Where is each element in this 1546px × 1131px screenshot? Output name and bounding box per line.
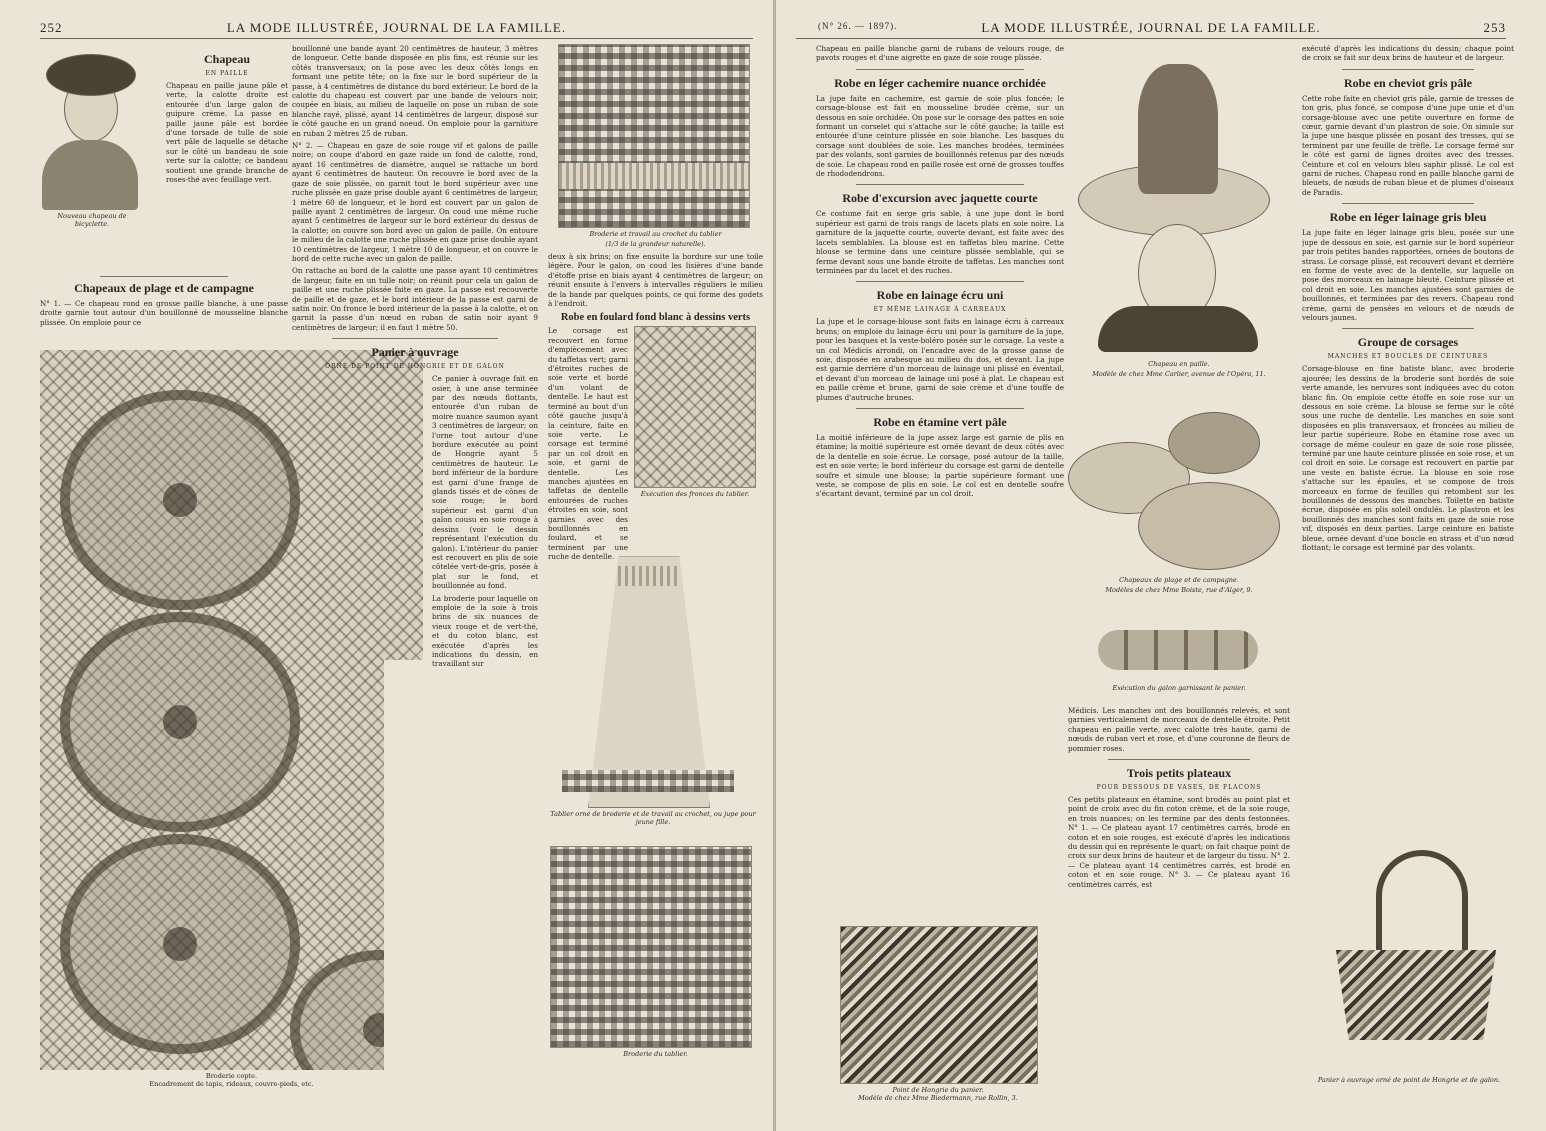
left-col1-top — [40, 48, 288, 348]
article-body: deux à six brins; on fixe ensuite la bordure sur une toile légère. Pour le galon, on coud les lisières d'une bande d'étoffe prise en biais ayant 4 centimètres de largeur; on réunit ensuite à l'envers à intervalles réguliers le milieu de la bande par quelques points, ce qui forme des godets à l'endroit. — [548, 252, 763, 309]
article-body: Ce costume fait en serge gris sable, à une jupe dont le bord supérieur est garni de trois rangs de lacets plats en soie noire. La garniture de la jaquette courte, ouverte devant, est faite avec des lacets semblables. La blouse est en taffetas bleu marine. Cette blouse se termine dans une ceinture plissée semblable, qui se ferme devant sous une bande étroite de taffetas. Les manches sont terminées par du lacet et des ruches. — [816, 209, 1064, 275]
foulard-block — [548, 326, 763, 562]
article-heading: Trois petits plateaux — [1126, 766, 1232, 781]
article-subheading: ET MÊME LAINAGE À CARREAUX — [873, 306, 1007, 314]
section-divider — [1342, 203, 1474, 204]
article-heading: Panier à ouvrage — [371, 345, 459, 360]
right-col3 — [1302, 44, 1514, 834]
issue-reference: (N° 26. — 1897). — [818, 21, 898, 31]
figure-caption: Panier à ouvrage orné de point de Hongrie et de galon. — [1317, 1076, 1501, 1084]
article-body: Ces petits plateaux en étamine, sont brodés au point plat et point de croix avec du fin coton crème, et de la soie rouge, en trois nuances; on les termine par des dents festonnées. N° 1. — Ce plateau ayant 17 centimètres carrés, brodé en coton et en soie rouges, est exécuté d'après les indications du dessin qui en représente le quart; on fait chaque point de croix sur deux brins de hauteur et de largeur du tissu. N° 2. — Ce plateau ayant 14 centimètres carrés, est brodé en coton et en soie rouge. N° 3. — Ce plateau ayant 16 centimètres carrés, est — [1068, 795, 1290, 889]
article-body: N° 2. — Chapeau en gaze de soie rouge vif et galons de paille noire; on coupe d'abord en gaze raide un fond de calotte, rond, ayant 16 centimètres de diamètre, auquel se rattache un bord ayant 6 centimètres de hauteur. On recouvre le bord avec de la gaze de soie plissée, on garnit tout le bord supérieur avec une ruche plissée en gaze prise double ayant 6 centimètres de largeur, 1 mètre 60 de longueur, et le bord est couvert par un galon de paille ayant 2 centimètres de largeur. On coud une même ruche ayant 5 centimètres de largeur sur le bord extérieur du dessus de la calotte; on couvre son bord avec un galon de paille. On entoure le milieu de la calotte une ruche plissée en gaze prise double ayant 10 centimètres de largeur, 1 mètre 10 de longueur, et on couvre le bord de cette ruche avec un galon de paille. — [292, 141, 538, 263]
figure-caption: Broderie copte. — [205, 1072, 258, 1080]
article-body: Corsage-blouse en fine batiste blanc, avec broderie ajourée; les dessins de la broderie sont bordés de soie verte amande, les nervures sont indiquées avec du coton blanc fin. On emploie cette étoffe en soie rose sur un dessous en soie crème. La blouse se ferme sur le côté sous une ruche de dentelle. Les manches en soie sont disposées en plis transversaux, et froncées au milieu de leur partie supérieure. Robe en étamine rose avec un corsage de même couleur en gaze de soie rose plissée, terminé par une haute ceinture plissée en soie rose, et un col droit en soie. Le corsage est recouvert en partie par une veste en batiste écrue. La blouse en soie rose s'attache sur les épaules, et se compose de trois morceaux en forme de feuilles qui retombent sur les bouillonnés de dessous des manches. Toilette en batiste écrue, disposée en plis soleil ondulés. Le plastron et les bouillonnés des manches sont faits en gaze de soie rose vif, disposés en deux parties. Large ceinture en batiste bleue, ornée devant d'une boucle en strass et d'un nœud flottant; le corsage est terminé par des volants. — [1302, 364, 1514, 553]
chapeau-article — [166, 48, 288, 187]
figure-caption: Broderie du tablier. — [623, 1050, 688, 1059]
figure-caption: Tablier orné de broderie et de travail au crochet, ou jupe pour jeune fille. — [550, 810, 756, 827]
left-page-header — [40, 20, 753, 39]
article-body: Chapeau en paille jaune pâle et verte, la calotte droite est entourée d'un large galon de guipure crème. La passe en paille jaune pâle est bordée d'une torsade de tulle de soie vert pâle de laquelle se détache sur le côté un bandeau de soie verte sur la calotte; ce bandeau soutient une grande branche de roses-thé avec feuillage vert. — [166, 81, 288, 185]
right-page-header — [796, 20, 1506, 39]
article-body: bouillonné une bande ayant 20 centimètres de hauteur, 3 mètres de longueur. Cette bande disposée en plis fins, est réunie sur les côtés transversaux; on la pose avec les deux côtés longs en formant une petite tête; on la fixe sur le bord supérieur de la passe, à 4 centimètres de distance du bord extérieur. Le bord de la calotte du chapeau est couvert par une bande de velours noir, coupée en biais, au milieu de laquelle on pose un ruban de soie blanche rayé, plissé, ayant 14 centimètres de largeur, disposé sur le côté gauche en un grand noeud. On emploie pour la garniture en ruban 2 mètres 25 de ruban. — [292, 44, 538, 138]
hongrie-caption — [826, 1086, 1050, 1102]
article-heading: Chapeau — [203, 52, 250, 66]
article-body: On rattache au bord de la calotte une passe ayant 10 centimètres de largeur, faite en un tulle noir; on réunit pour cela un galon de paille et une ruche plissée faite en gaze. La passe est recouverte de paille et de gaze, et le bord intérieur de la passe est garni de satin noir. On fronce le bord intérieur de la passe à la calotte, et on garnit la passe d'un nœud en ruban de satin noir ayant 9 centimètres de largeur; il en faut 1 mètre 50. — [292, 266, 538, 332]
plage-section — [40, 276, 288, 330]
figure-caption: Chapeaux de plage et de campagne. — [1119, 576, 1239, 584]
section-divider — [856, 408, 1024, 409]
figure-subcaption: Modèles de chez Mme Boiste, rue d'Alger, 9. — [1105, 586, 1253, 594]
article-body: La jupe et le corsage-blouse sont faits en lainage écru à carreaux bruns; on emploie du lainage écru uni pour la garniture de la jupe, pour les basques et la veste-boléro posée sur le corsage. La veste a un col Médicis arrondi, on l'encadre avec de la grosse ganse de soie, disposée en arabesque au milieu du dos, et devant. La jupe est garnie derrière d'un morceau de lainage uni plissé en éventail, et devant d'un morceau de lainage uni posé à plat. Le chapeau est en paille crème et brune, garni de soie crème et d'une touffe de plumes d'autruche brunes. — [816, 317, 1064, 402]
page-number: 253 — [1483, 20, 1506, 35]
article-body: La jupe faite en cachemire, est garnie de soie plus foncée; le corsage-blouse est fait en mousseline brodée crème, sur un dessous en soie orchidée. On pose sur le corsage des pattes en soie formant un corselet qui s'attache sur le côté gauche; la taille est entourée d'une ceinture plissée en soie blanche. Les basques du corsage sont doublées de soie. Les manches brodées, terminées par des volants, sont garnies de bouillonnés retenus par des nœuds de soie. Le chapeau rond en paille rosée est orné de grosses touffes de rhododendrons. — [816, 93, 1064, 179]
figure-caption: Nouveau chapeau de bicyclette. — [57, 212, 127, 228]
figure-caption: Exécution des fronces du tablier. — [640, 490, 750, 499]
section-divider — [1342, 69, 1474, 70]
section-divider — [856, 281, 1024, 282]
section-divider — [100, 276, 228, 277]
embroidery-motif — [60, 612, 300, 832]
section-divider — [1108, 759, 1250, 760]
hat-illustration — [46, 54, 136, 96]
figure-subcaption: (1/3 de la grandeur naturelle). — [605, 240, 706, 248]
apron-figure — [548, 556, 763, 846]
ribbon-bow-illustration — [1168, 412, 1260, 474]
figure-caption: Exécution du galon garnissant le panier. — [1112, 684, 1246, 692]
section-heading: Chapeaux de plage et de campagne — [74, 281, 254, 295]
page-number: 252 — [40, 20, 63, 35]
embroidery-motif — [60, 390, 300, 610]
right-col2 — [1068, 44, 1290, 1108]
article-heading: Robe en cheviot gris pâle — [1344, 75, 1472, 90]
left-col3 — [548, 44, 763, 1106]
work-basket-figure — [1336, 850, 1496, 1070]
article-subheading: POUR DESSOUS DE VASES, DE FLACONS — [1096, 784, 1262, 792]
article-heading: Robe en léger lainage gris bleu — [1329, 210, 1487, 225]
article-body: Ce panier à ouvrage fait en osier, à une anse terminée par des nœuds flottants, entourée d'un ruban de moire nuance saumon ayant 3 centimètres de largeur; on l'orne tout autour d'une bordure exécutée au point de Hongrie ayant 5 centimètres de hauteur. Le bord inférieur de la bordure est garni d'une frange de glands tissés et de cônes de soie rouge; le bord supérieur est garni d'un galon cousu en soie rouge à dessins (voir le dessin représentant l'exécution du galon). L'intérieur du panier est recouvert en plis de soie côtelée vert-de-gris, posée à plat sur le fond, et bouillonnée au fond. — [432, 374, 538, 591]
section-body: N° 1. — Ce chapeau rond en grosse paille blanche, à une passe droite garnie tout autour d'un bouillonné de mousseline blanche plissée. On emploie pour ce — [40, 299, 288, 327]
article-body: Cette robe faite en cheviot gris pâle, garnie de tresses de ton gris, plus foncé, se compose d'une jupe unie et d'un corsage-blouse avec une petite ouverture en forme de cœur, garnie devant d'un plastron de soie. On simule sur la jupe une basque plissée en posant des tresses, qui se terminent par une feuille de trèfle. Le corsage fermé sur le côté est garni de lignes droites avec des tresses. Ceinture et col en velours bleu saphir plissé. Le col est garni de ruches. Chapeau rond en paille blanche garni de bleuets, de nœuds de ruban bleue et de plumes d'oiseaux de Paradis. — [1302, 93, 1514, 197]
section-divider — [856, 69, 1024, 70]
galon-ribbon-illustration — [1098, 630, 1258, 670]
article-body: Le corsage est recouvert en forme d'empiècement avec du taffetas vert; garni d'étroites ruches de soie verte et bordé d'un volant de dentelle. Le haut est terminé au bout d'un côté gauche jusqu'à la ceinture, faite en soie verte. Le corsage est terminé par un col droit en soie, et garni de dentelle. Les manches ajustées en taffetas de dentelle entourées de ruches étroites en soie, sont garnies avec des bouillonnés en foulard, et se terminent par une ruche de dentelle. — [548, 326, 628, 562]
right-page — [776, 0, 1546, 1131]
crochet-band — [559, 163, 749, 189]
hat-portrait-figure — [40, 48, 158, 228]
left-col2 — [292, 44, 538, 1104]
smocking-band — [618, 566, 678, 586]
figure-caption: Chapeau en paille. — [1148, 360, 1210, 368]
galon-figure — [1068, 610, 1290, 706]
figure-subcaption: Encadrement de tapis, rideaux, couvre-pieds, etc. — [149, 1080, 314, 1088]
article-subheading: EN PAILLE — [205, 70, 249, 77]
article-body: La jupe faite en léger lainage gris bleu, posée sur une jupe de dessous en soie, est garnie sur le bord supérieur par trois petites bandes rapportées, ornées de boutons de strass. Le corsage plissé, est recouvert devant et derrière en forme de veste avec de la dentelle, sur laquelle on pose des morceaux en lainage bleuté. Ceinture plissée et col droit en soie. Les manches ajustées sont garnies de bouillonnés, et terminées par des revers. Chapeau rond crème, garni de pensées en velours et de nœuds de velours jaunes. — [1302, 228, 1514, 322]
section-divider — [332, 338, 498, 339]
basket-body-illustration — [1336, 950, 1496, 1040]
figure-caption: Point de Hongrie du panier. — [892, 1086, 984, 1094]
running-title: LA MODE ILLUSTRÉE, JOURNAL DE LA FAMILLE. — [981, 20, 1321, 35]
article-heading: Robe d'excursion avec jaquette courte — [842, 191, 1038, 206]
article-heading: Robe en foulard fond blanc à dessins verts — [560, 312, 751, 324]
figure-caption: Broderie et travail au crochet du tablier — [589, 230, 722, 238]
section-divider — [856, 184, 1024, 185]
bodice-illustration — [42, 140, 138, 210]
figure-subcaption: Modèle de chez Mme Carlier, avenue de l'Opéra, 11. — [1092, 370, 1266, 378]
article-subheading: ORNÉ DE POINT DE HONGRIE ET DE GALON — [325, 363, 505, 371]
fur-collar-illustration — [1098, 306, 1258, 352]
apron-embroidery-figure — [558, 44, 750, 228]
hat-illustration — [1138, 482, 1280, 570]
basket-handle-illustration — [1376, 850, 1468, 966]
running-title: LA MODE ILLUSTRÉE, JOURNAL DE LA FAMILLE. — [226, 20, 567, 35]
article-body: La moitié inférieure de la jupe assez large est garnie de plis en étamine; la moitié supérieure est ornée devant de deux côtés avec de la dentelle en soie écrue. Le corsage, posé autour de la taille, est en soie verte; le bord inférieur du corsage est garni de dentelle soufre et simule une blouse; la partie supérieure formant une veste, se compose de plis en soie. Le col est en dentelle soufre s'écartant devant, terminé par un col droit. — [816, 432, 1064, 499]
article-body: Médicis. Les manches ont des bouillonnés relevés, et sont garnies verticalement de morceaux de dentelle étroite. Petit chapeau en paille verte, avec calotte très haute, garni de nœuds de ruban vert et rose, et d'une couronne de fleurs de pommier roses. — [1068, 706, 1290, 753]
plage-hats-figure — [1068, 412, 1290, 606]
hongrie-stitch-figure — [840, 926, 1038, 1084]
article-heading: Groupe de corsages — [1357, 335, 1459, 350]
article-body: exécuté d'après les indications du dessin; chaque point de croix se fait sur deux brins de hauteur et de largeur. — [1302, 44, 1514, 63]
fronces-figure — [634, 326, 756, 488]
article-body: Chapeau en paille blanche garni de rubans de velours rouge, de pavots rouges et d'une aigrette en gaze de soie rouge plissée. — [816, 44, 1064, 63]
article-heading: Robe en lainage écru uni — [876, 288, 1004, 303]
straw-hat-figure — [1068, 44, 1290, 388]
section-divider — [1342, 328, 1474, 329]
flower-crown-illustration — [1138, 64, 1218, 194]
embroidery-motif — [60, 834, 300, 1054]
article-subheading: MANCHES ET BOUCLES DE CEINTURES — [1327, 353, 1489, 361]
article-body: La broderie pour laquelle on emploie de la soie à trois brins de six nuances de vieux rouge et de vert-thé, et du coton blanc, est exécutée d'après les indications du dessin, en travaillant sur — [432, 593, 538, 669]
article-heading: Robe en léger cachemire nuance orchidée — [834, 75, 1046, 90]
apron-hem-embroidery — [562, 770, 734, 792]
apron-broderie-figure — [550, 846, 752, 1048]
figure-subcaption: Modèle de chez Mme Biedermann, rue Rollin, 3. — [858, 1094, 1018, 1102]
article-heading: Robe en étamine vert pâle — [873, 414, 1007, 429]
